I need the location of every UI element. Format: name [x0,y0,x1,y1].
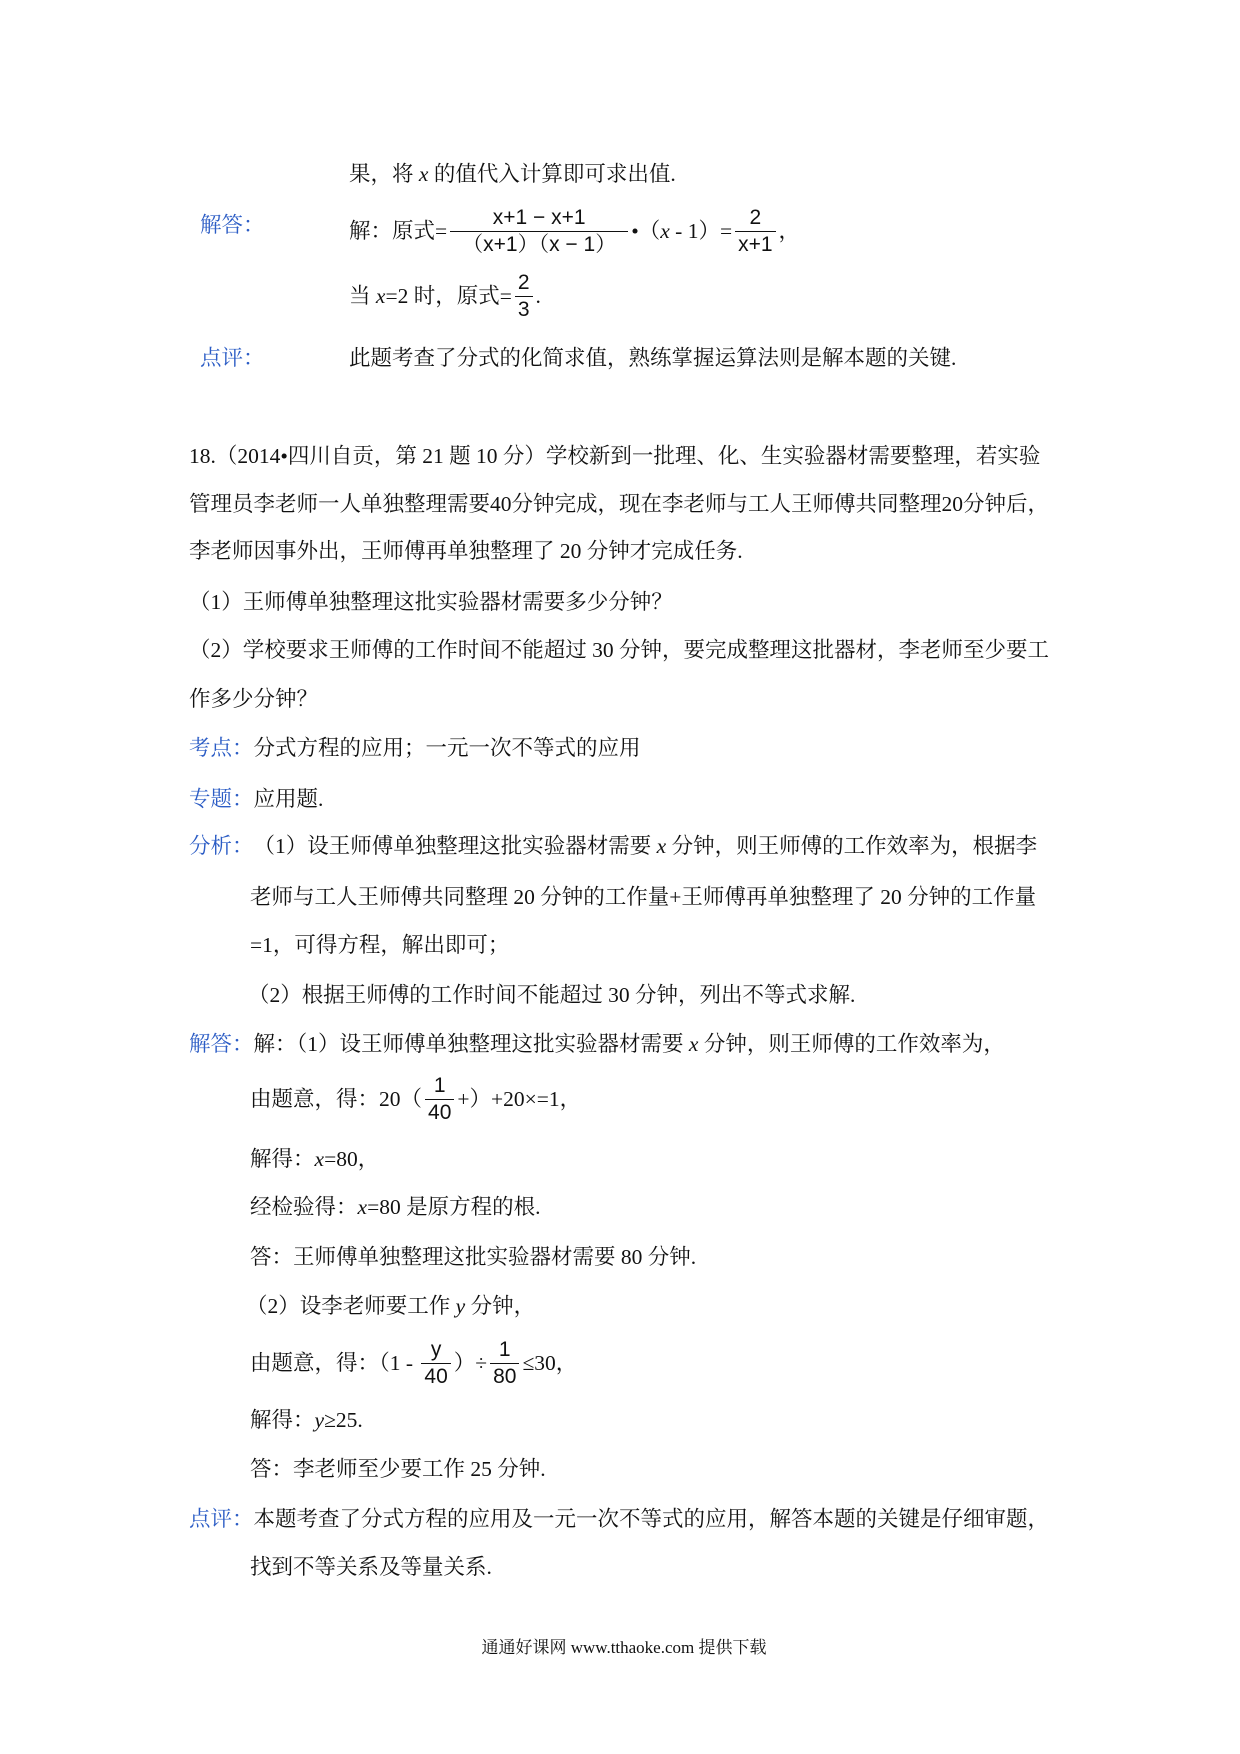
fraction-numerator: x+1 − x+1 [492,205,586,229]
comment-label: 点评： [200,346,265,370]
fraction-denominator: 3 [515,296,533,323]
variable-x: x [688,1032,699,1056]
comment-line-2 [250,1552,492,1582]
problem-stem-line-3 [189,536,743,566]
prev-analysis-line [349,159,676,189]
fraction [450,205,628,258]
fraction-numerator: 2 [749,205,762,229]
analysis-label: 分析： [189,834,254,858]
fraction-numerator: 1 [498,1337,511,1361]
fraction [735,205,775,258]
problem-stem-text: 管理员李老师一人单独整理需要40分钟完成，现在李老师与工人王师傅共同整理20分钟后， [189,492,1050,516]
fraction [425,1073,454,1126]
text-segment: 解得： [250,1147,315,1171]
fraction [490,1337,519,1390]
answer-label: 解答： [200,213,265,237]
analysis-text: =1，可得方程，解出即可； [250,933,510,957]
text-segment: ≥25. [324,1408,363,1432]
text-segment: 由题意，得：（1 - [250,1351,419,1375]
solution-label: 解答： [189,1032,254,1056]
analysis-line-1 [189,831,1037,861]
topic-label: 考点： [189,736,254,760]
text-segment: 解：原式= [349,219,448,243]
analysis-text: 老师与工人王师傅共同整理 20 分钟的工作量+王师傅再单独整理了 20 分钟的工作量 [250,885,1037,909]
fraction-denominator: 80 [490,1363,519,1390]
prev-comment-label-row [200,343,265,373]
text-segment: 经检验得： [250,1195,358,1219]
variable-x: x [357,1195,368,1219]
text-segment: ）÷ [453,1351,488,1375]
text-segment: （1）设王师傅单独整理这批实验器材需要 [253,834,657,858]
text-segment: +）+20×=1， [457,1087,582,1111]
solution-line-3 [250,1144,379,1174]
fraction-denominator: 40 [425,1099,454,1126]
problem-stem-text: 18.（2014•四川自贡，第 21 题 10 分）学校新到一批理、化、生实验器材需要整理，若实验 [189,444,1041,468]
page-footer: 通通好课网 www.tthaoke.com 提供下载 [481,1638,767,1657]
prev-answer-label-row [200,210,265,240]
solution-line-1 [189,1029,1005,1059]
fraction-denominator: 40 [421,1363,450,1390]
text-segment: 分钟，则王师傅的工作效率为，根据李 [666,834,1038,858]
solution-line-4 [250,1192,540,1222]
variable-x: x [418,162,429,186]
fraction-denominator: x+1 [735,231,775,258]
text-segment: 解：（1）设王师傅单独整理这批实验器材需要 [253,1032,689,1056]
fraction [515,270,533,323]
question-text: （1）王师傅单独整理这批实验器材需要多少分钟？ [189,590,673,614]
problem-stem-text: 李老师因事外出，王师傅再单独整理了 20 分钟才完成任务. [189,539,743,563]
text-segment: 当 [349,284,376,308]
category-text: 应用题. [253,787,324,811]
text-segment: ， [778,219,801,243]
comment-line-1 [189,1504,1049,1534]
solution-line-7 [250,1335,577,1391]
question-line-1 [189,587,673,617]
question-line-3 [189,684,318,714]
solution-line-6 [246,1291,535,1321]
fraction-numerator: 1 [433,1073,446,1097]
fraction-numerator: 2 [517,270,530,294]
text-segment: ≤30， [522,1351,578,1375]
solution-line-5 [250,1242,696,1272]
variable-x: x [660,219,670,243]
text-segment: =80， [324,1147,380,1171]
variable-y: y [455,1294,466,1318]
text-segment: 果，将 [349,162,419,186]
solution-text: 答：王师傅单独整理这批实验器材需要 80 分钟. [250,1245,697,1269]
category-line [189,784,323,814]
variable-x: x [314,1147,325,1171]
text-segment: •（ [631,219,661,243]
question-text: （2）学校要求王师傅的工作时间不能超过 30 分钟，要完成整理这批器材，李老师至少要工 [189,638,1050,662]
prev-answer-line-2 [349,268,541,324]
fraction [421,1337,450,1390]
problem-stem-line-2 [189,489,1049,519]
problem-stem-line-1 [189,441,1040,471]
topic-line [189,733,641,763]
comment-text: 此题考查了分式的化简求值，熟练掌握运算法则是解本题的关键. [349,346,957,370]
text-segment: 的值代入计算即可求出值. [428,162,676,186]
solution-text: 答：李老师至少要工作 25 分钟. [250,1457,546,1481]
variable-x: x [656,834,667,858]
text-segment: （2）设李老师要工作 [246,1294,456,1318]
solution-line-9 [250,1454,546,1484]
text-segment: 分钟， [465,1294,536,1318]
text-segment: 由题意，得：20（ [250,1087,423,1111]
question-text: 作多少分钟？ [189,687,319,711]
variable-y: y [314,1408,325,1432]
category-label: 专题： [189,787,254,811]
text-segment: =80 是原方程的根. [367,1195,541,1219]
solution-line-8 [250,1405,363,1435]
text-segment: 解得： [250,1408,315,1432]
topic-text: 分式方程的应用；一元一次不等式的应用 [253,736,641,760]
fraction-numerator: y [430,1337,442,1361]
fraction-denominator: （x+1）（x − 1） [450,231,628,258]
comment-text: 本题考查了分式方程的应用及一元一次不等式的应用，解答本题的关键是仔细审题， [253,1507,1050,1531]
analysis-line-4 [248,980,855,1010]
text-segment: . [535,284,541,308]
variable-x: x [375,284,386,308]
comment-label: 点评： [189,1507,254,1531]
analysis-line-3 [250,930,509,960]
text-segment: 分钟，则王师傅的工作效率为， [698,1032,1005,1056]
prev-answer-line-1 [349,203,800,259]
text-segment: - 1）= [669,219,733,243]
question-line-2 [189,635,1049,665]
analysis-text: （2）根据王师傅的工作时间不能超过 30 分钟，列出不等式求解. [248,983,856,1007]
solution-line-2 [250,1071,581,1127]
comment-text: 找到不等关系及等量关系. [250,1555,492,1579]
prev-comment-line [349,343,956,373]
text-segment: =2 时，原式= [385,284,512,308]
analysis-line-2 [250,882,1036,912]
